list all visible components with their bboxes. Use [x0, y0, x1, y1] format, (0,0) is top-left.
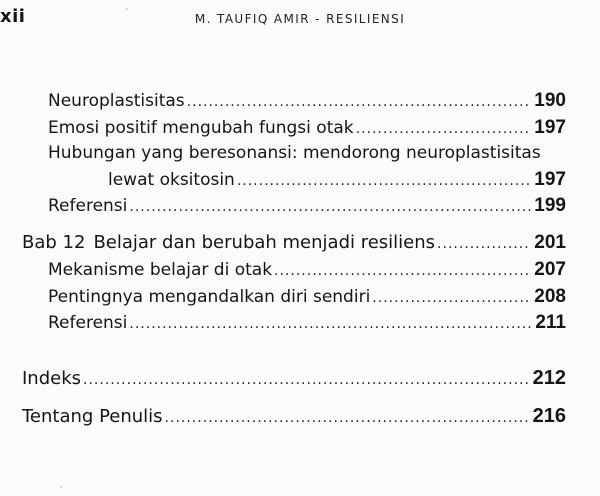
dot-leader: [165, 410, 530, 426]
toc-entry-label: Indeks: [22, 368, 82, 389]
dot-leader: [83, 372, 530, 388]
scan-speck: [60, 486, 62, 488]
chapter-number: Bab 12: [22, 232, 86, 253]
toc-entry-label: Tentang Penulis: [22, 406, 163, 427]
toc-entry-referensi-2: [48, 312, 566, 338]
toc-entry-label: Referensi: [48, 313, 128, 333]
toc-entry-label: Pentingnya mengandalkan diri sendiri: [48, 287, 371, 307]
toc-entry-hubungan-line-1: [48, 143, 566, 169]
toc-entry-page: 208: [534, 286, 566, 307]
dot-leader: [437, 236, 531, 252]
chapter-title: Belajar dan berubah menjadi resiliens: [93, 232, 436, 253]
dot-leader: [187, 94, 532, 110]
toc-entry-label: Mekanisme belajar di otak: [48, 260, 273, 280]
toc-entry-page: 199: [534, 195, 566, 216]
toc-entry-neuroplastisitas: [48, 90, 566, 116]
dot-leader: [129, 316, 532, 332]
toc-entry-page: 212: [532, 367, 566, 389]
toc-entry-page: 197: [534, 169, 566, 190]
toc-entry-page: 197: [534, 117, 566, 138]
toc-chapter-label: [22, 232, 435, 253]
dot-leader: [274, 263, 531, 279]
page-number: xii: [0, 6, 26, 27]
toc-chapter-bab-12: [22, 232, 566, 258]
toc-entry-page: 201: [534, 232, 566, 253]
toc-entry-label: Emosi positif mengubah fungsi otak: [48, 118, 354, 138]
dot-leader: [372, 290, 531, 306]
toc-entry-page: 211: [535, 312, 566, 333]
toc-entry-emosi-positif: [48, 117, 566, 143]
toc-entry-page: 207: [534, 259, 566, 280]
dot-leader: [237, 173, 531, 189]
toc-entry-pentingnya: [48, 286, 566, 312]
toc-entry-tentang-penulis: [22, 405, 566, 431]
dot-leader: [129, 199, 531, 215]
toc-entry-hubungan-line-2: [108, 169, 566, 195]
toc-entry-page: 216: [532, 405, 566, 427]
dot-leader: [356, 121, 532, 137]
scan-speck: [126, 8, 128, 10]
toc-entry-referensi-1: [48, 195, 566, 221]
toc-entry-label: Referensi: [48, 196, 128, 216]
toc-entry-page: 190: [534, 90, 566, 111]
toc-entry-indeks: [22, 367, 566, 393]
running-head: M. TAUFIQ AMIR - RESILIENSI: [194, 12, 406, 26]
toc-entry-label: Neuroplastisitas: [48, 91, 185, 111]
toc-entry-label-continuation: lewat oksitosin: [108, 170, 235, 190]
toc-entry-label: Hubungan yang beresonansi: mendorong neuroplastisitas: [48, 143, 541, 163]
toc-entry-mekanisme-belajar: [48, 259, 566, 285]
